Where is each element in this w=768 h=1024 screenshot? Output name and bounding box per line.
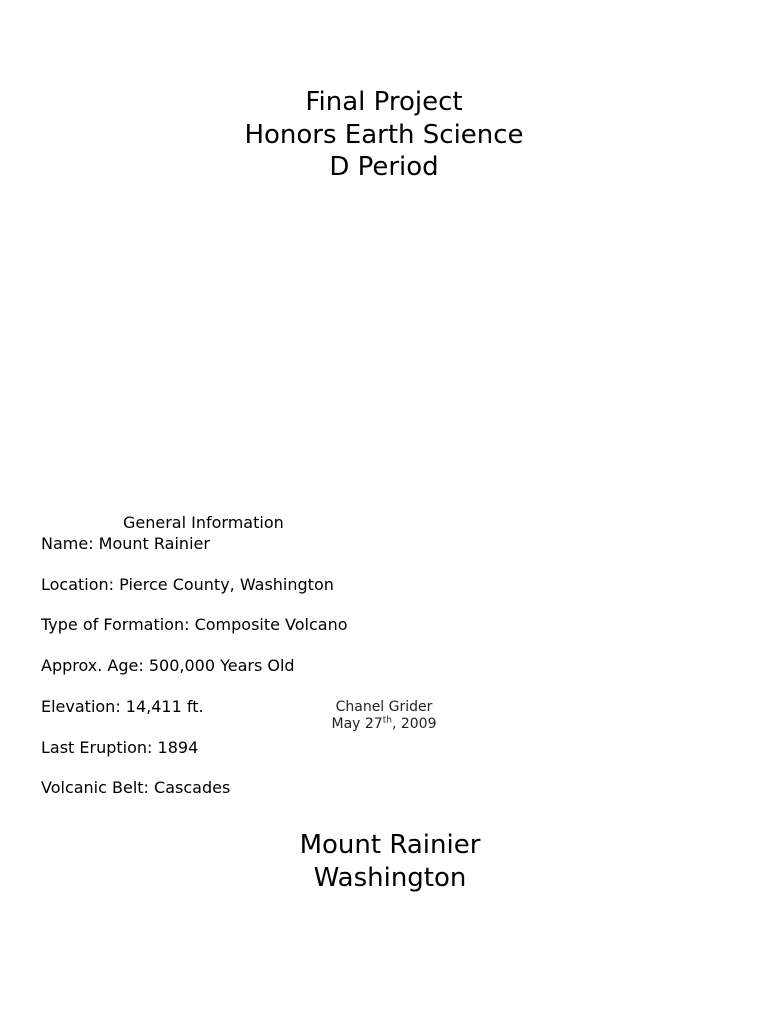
subject-state: Washington <box>313 862 467 893</box>
info-item-location: Location: Pierce County, Washington <box>41 575 334 594</box>
subject-block <box>250 829 530 894</box>
title-period: D Period <box>329 152 439 182</box>
title-final-project: Final Project <box>305 87 463 117</box>
date-month-day: May 27 <box>331 716 383 732</box>
author-block <box>290 699 478 733</box>
info-item-age: Approx. Age: 500,000 Years Old <box>41 656 295 675</box>
author-date <box>290 716 478 733</box>
general-information-heading: General Information <box>123 513 284 532</box>
info-item-volcanic-belt: Volcanic Belt: Cascades <box>41 778 231 797</box>
date-year: , 2009 <box>391 716 437 732</box>
document-title-block <box>0 86 768 184</box>
info-item-name: Name: Mount Rainier <box>41 534 210 553</box>
info-item-formation: Type of Formation: Composite Volcano <box>41 615 348 634</box>
date-ordinal-suffix: th <box>382 715 392 726</box>
author-name: Chanel Grider <box>335 699 433 715</box>
info-item-elevation: Elevation: 14,411 ft. <box>41 697 204 716</box>
subject-mountain: Mount Rainier <box>299 830 481 860</box>
info-item-last-eruption: Last Eruption: 1894 <box>41 738 199 757</box>
title-course: Honors Earth Science <box>244 119 524 150</box>
